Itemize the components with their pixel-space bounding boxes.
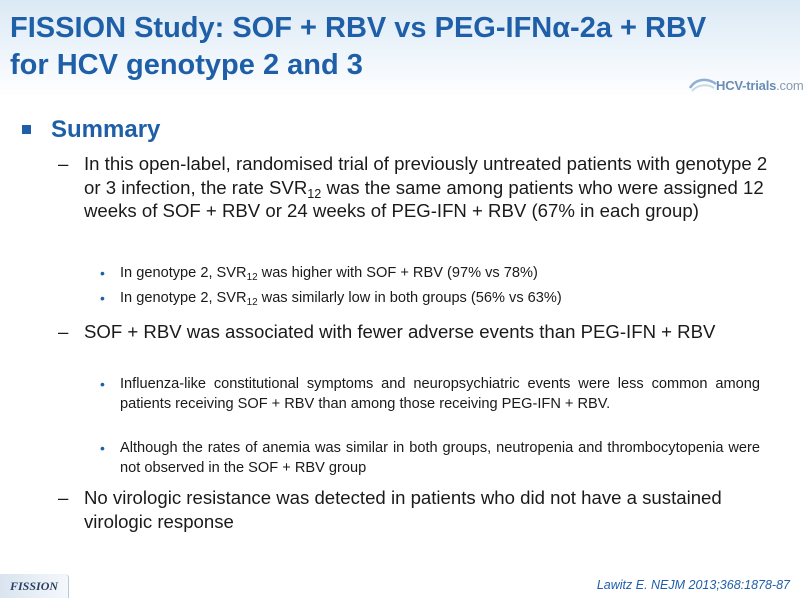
point-text: SOF + RBV was associated with fewer adverse events than PEG-IFN + RBV	[84, 321, 716, 342]
subpoint-text	[120, 263, 760, 283]
text-run: was the same among patients who were assigned 12 weeks of SOF + RBV or 24 weeks of PEG-IFN + RBV (67% in each group)	[84, 176, 764, 221]
title-banner	[0, 0, 804, 96]
summary-label: Summary	[51, 116, 161, 143]
dash-bullet-icon: –	[58, 153, 69, 174]
dash-bullet-icon: –	[58, 321, 69, 342]
slide-title	[10, 10, 730, 84]
slide-title-line-1: FISSION Study: SOF + RBV vs PEG-IFNα-2a + RBV	[10, 12, 707, 44]
logo-name: HCV-trials	[716, 78, 777, 93]
point-text: No virologic resistance was detected in patients who did not have a sustained virologic response	[84, 487, 722, 532]
subscript: 12	[307, 186, 322, 201]
text-run: was similarly low in both groups (56% vs 63%)	[257, 290, 562, 306]
point-text	[84, 152, 774, 223]
logo-text	[716, 78, 804, 93]
logo-swirl-icon	[688, 76, 718, 94]
square-bullet-icon	[22, 125, 31, 134]
dot-bullet-icon: •	[100, 265, 105, 281]
subpoint-text	[120, 288, 760, 308]
text-run: In this open-label, randomised trial of previously untreated patients with genotype 2 or 3 infection, the rate SVR	[84, 153, 768, 198]
text-run: was higher with SOF + RBV (97% vs 78%)	[257, 265, 538, 281]
dash-bullet-icon: –	[58, 487, 69, 508]
dot-bullet-icon: •	[100, 290, 105, 306]
hcv-trials-logo	[666, 72, 804, 96]
summary-heading	[22, 116, 160, 144]
fission-badge	[0, 574, 69, 598]
citation: Lawitz E. NEJM 2013;368:1878-87	[596, 578, 790, 592]
subpoint-text: Although the rates of anemia was similar in both groups, neutropenia and thrombocytopenia were not observed in the SOF + RBV group	[120, 440, 760, 476]
text-run: In genotype 2, SVR	[120, 290, 247, 306]
subscript: 12	[246, 296, 258, 308]
dot-bullet-icon: •	[100, 440, 105, 456]
dot-bullet-icon: •	[100, 376, 105, 392]
logo-domain: .com	[776, 78, 804, 93]
slide-title-line-2: for HCV genotype 2 and 3	[10, 49, 363, 81]
text-run: In genotype 2, SVR	[120, 265, 247, 281]
subpoint-text: Influenza-like constitutional symptoms and neuropsychiatric events were less common among patients receiving SOF + RBV than among those receiving PEG-IFN + RBV.	[120, 376, 760, 412]
fission-badge-label: FISSION	[10, 579, 59, 593]
subscript: 12	[246, 271, 258, 283]
